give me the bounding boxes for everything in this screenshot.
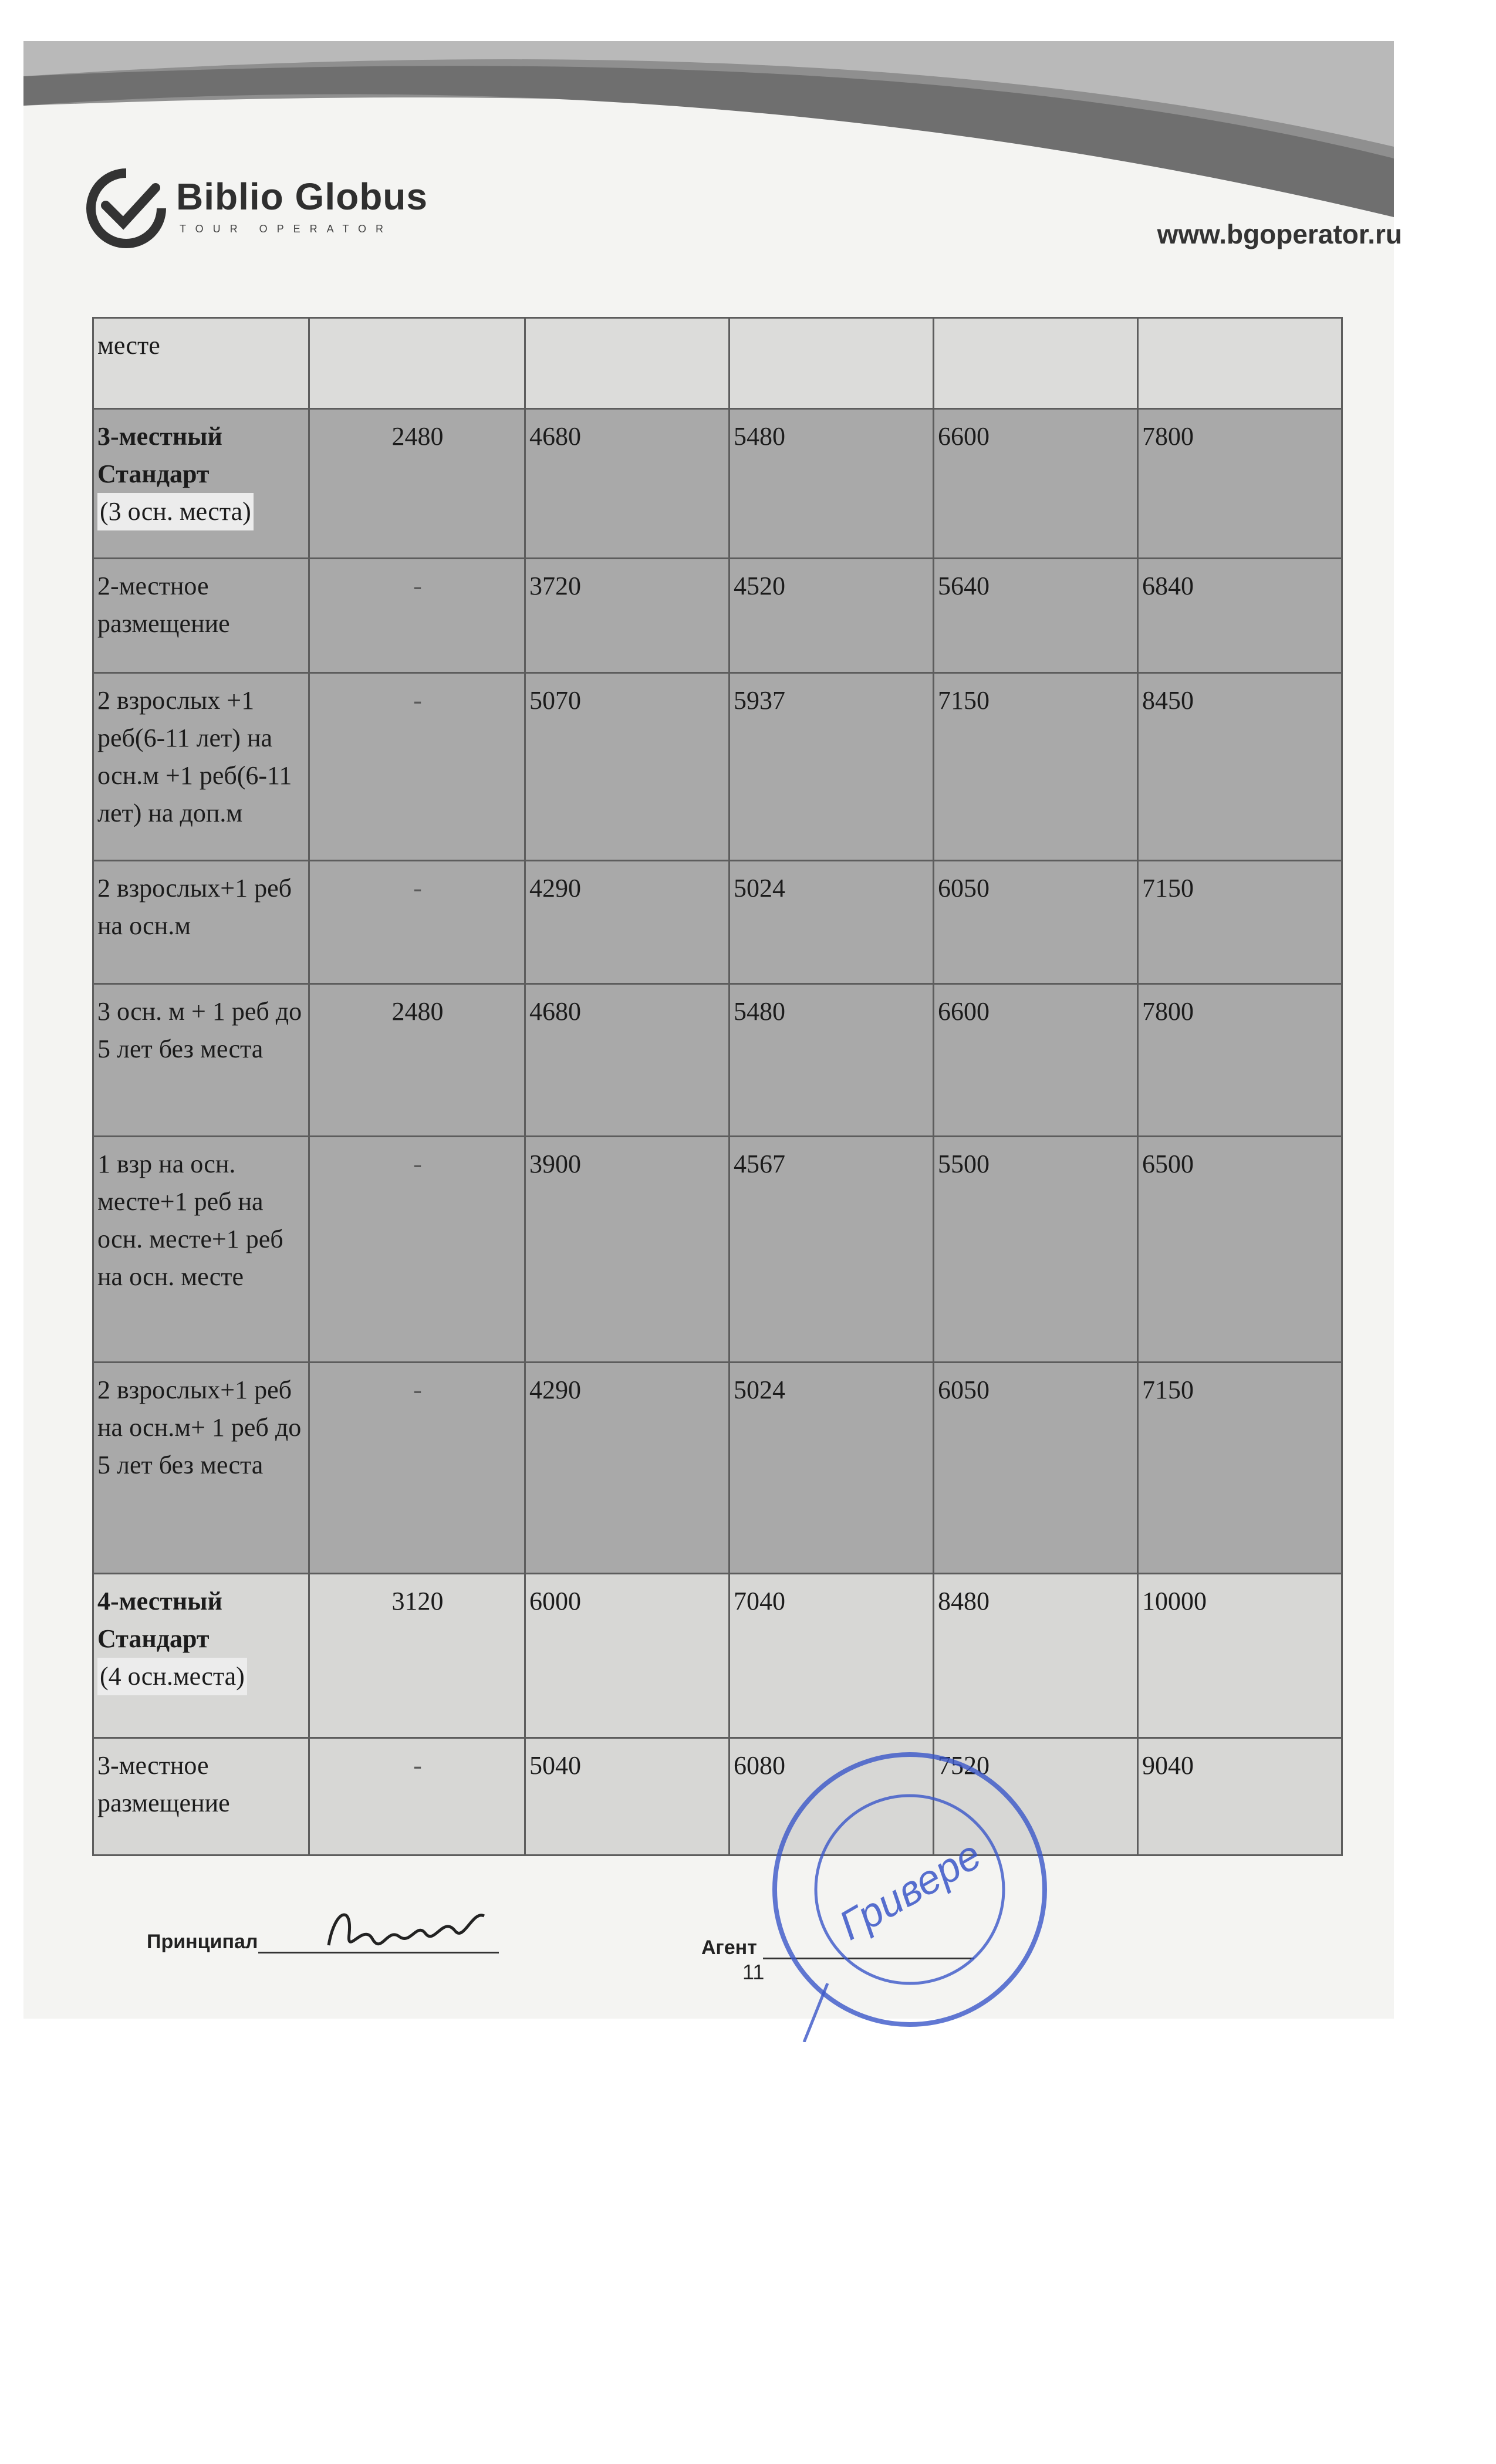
agent-label: Агент [701, 1936, 757, 1959]
row-label-text: 2 взрослых +1 реб(6-11 лет) на осн.м +1 реб(6-11 лет) на доп.м [97, 686, 292, 827]
price-cell: 6600 [934, 409, 1138, 559]
price-cell: 5500 [934, 1137, 1138, 1363]
price-cell: 5024 [730, 1363, 934, 1574]
page-number: 11 [742, 1960, 765, 1984]
rates-table [92, 317, 1343, 1856]
svg-text:Гривере: Гривере [831, 1831, 989, 1949]
price-cell: 6000 [525, 1574, 730, 1738]
row-label-text: 2 взрослых+1 реб на осн.м [97, 874, 292, 940]
price-cell: 4567 [730, 1137, 934, 1363]
price-cell: 8450 [1138, 673, 1342, 861]
price-cell: 5937 [730, 673, 934, 861]
row-label-cell [93, 984, 309, 1137]
price-cell: 6050 [934, 1363, 1138, 1574]
price-cell [525, 318, 730, 409]
price-cell: 4680 [525, 409, 730, 559]
price-cell [934, 318, 1138, 409]
row-label-text: 2 взрослых+1 реб на осн.м+ 1 реб до 5 лет без места [97, 1375, 302, 1479]
row-label-text: 3 осн. м + 1 реб до 5 лет без места [97, 997, 302, 1063]
price-cell: 5480 [730, 984, 934, 1137]
row-label-text: 2-местное размещение [97, 572, 230, 638]
table-row [93, 984, 1342, 1137]
row-label-subtext: (3 осн. места) [97, 493, 254, 530]
company-stamp-image [757, 1737, 1062, 2042]
table-row [93, 409, 1342, 559]
price-cell: 6500 [1138, 1137, 1342, 1363]
table-row [93, 318, 1342, 409]
price-cell [730, 318, 934, 409]
price-cell: - [309, 559, 525, 673]
row-label-subtext: (4 осн.места) [97, 1658, 247, 1695]
price-cell: 5024 [730, 861, 934, 984]
price-cell: 6840 [1138, 559, 1342, 673]
price-cell: 3900 [525, 1137, 730, 1363]
brand-subtitle: TOUR OPERATOR [180, 223, 393, 235]
principal-signature-image [317, 1898, 493, 1969]
price-cell: 8480 [934, 1574, 1138, 1738]
price-cell: 7040 [730, 1574, 934, 1738]
table-row [93, 1574, 1342, 1738]
row-label-cell [93, 559, 309, 673]
row-label-cell [93, 409, 309, 559]
row-label-text: 1 взр на осн. месте+1 реб на осн. месте+1 реб на осн. месте [97, 1150, 283, 1291]
row-label-text: месте [97, 331, 160, 360]
row-label-cell [93, 1574, 309, 1738]
price-cell: 9040 [1138, 1738, 1342, 1855]
row-label-cell [93, 1738, 309, 1855]
price-cell: - [309, 673, 525, 861]
price-cell: 7800 [1138, 984, 1342, 1137]
row-label-text: 3-местное размещение [97, 1751, 230, 1817]
price-cell: 5480 [730, 409, 934, 559]
price-cell: - [309, 1738, 525, 1855]
principal-label: Принципал [147, 1931, 258, 1953]
row-label-cell [93, 673, 309, 861]
row-label-cell [93, 1363, 309, 1574]
price-cell: 3120 [309, 1574, 525, 1738]
price-cell: 4290 [525, 1363, 730, 1574]
price-cell: 10000 [1138, 1574, 1342, 1738]
brand-title: Biblio Globus [176, 175, 428, 218]
price-cell: 7520 [934, 1738, 1138, 1855]
table-row [93, 1137, 1342, 1363]
price-cell: 7150 [934, 673, 1138, 861]
room-type-title: 3-местный Стандарт [97, 422, 222, 488]
price-cell: 2480 [309, 984, 525, 1137]
website-link[interactable]: www.bgoperator.ru [1157, 219, 1402, 249]
price-cell: 4680 [525, 984, 730, 1137]
price-cell: 7150 [1138, 1363, 1342, 1574]
price-cell: - [309, 1137, 525, 1363]
price-cell: 3720 [525, 559, 730, 673]
price-cell: 6050 [934, 861, 1138, 984]
price-cell: 4290 [525, 861, 730, 984]
row-label-cell [93, 318, 309, 409]
price-cell: 4520 [730, 559, 934, 673]
table-row [93, 673, 1342, 861]
price-cell: 5640 [934, 559, 1138, 673]
price-cell [309, 318, 525, 409]
room-type-title: 4-местный Стандарт [97, 1587, 222, 1653]
brand-logo [82, 164, 610, 276]
price-cell [1138, 318, 1342, 409]
table-row [93, 559, 1342, 673]
price-cell: - [309, 861, 525, 984]
price-cell: 7150 [1138, 861, 1342, 984]
table-row [93, 1363, 1342, 1574]
table-row [93, 861, 1342, 984]
price-cell: 2480 [309, 409, 525, 559]
price-cell: 7800 [1138, 409, 1342, 559]
row-label-cell [93, 861, 309, 984]
biblio-globus-logo-icon [82, 164, 170, 252]
row-label-cell [93, 1137, 309, 1363]
table-row [93, 1738, 1342, 1855]
price-cell: 6600 [934, 984, 1138, 1137]
price-cell: 6080 [730, 1738, 934, 1855]
price-cell: - [309, 1363, 525, 1574]
price-cell: 5070 [525, 673, 730, 861]
price-cell: 5040 [525, 1738, 730, 1855]
